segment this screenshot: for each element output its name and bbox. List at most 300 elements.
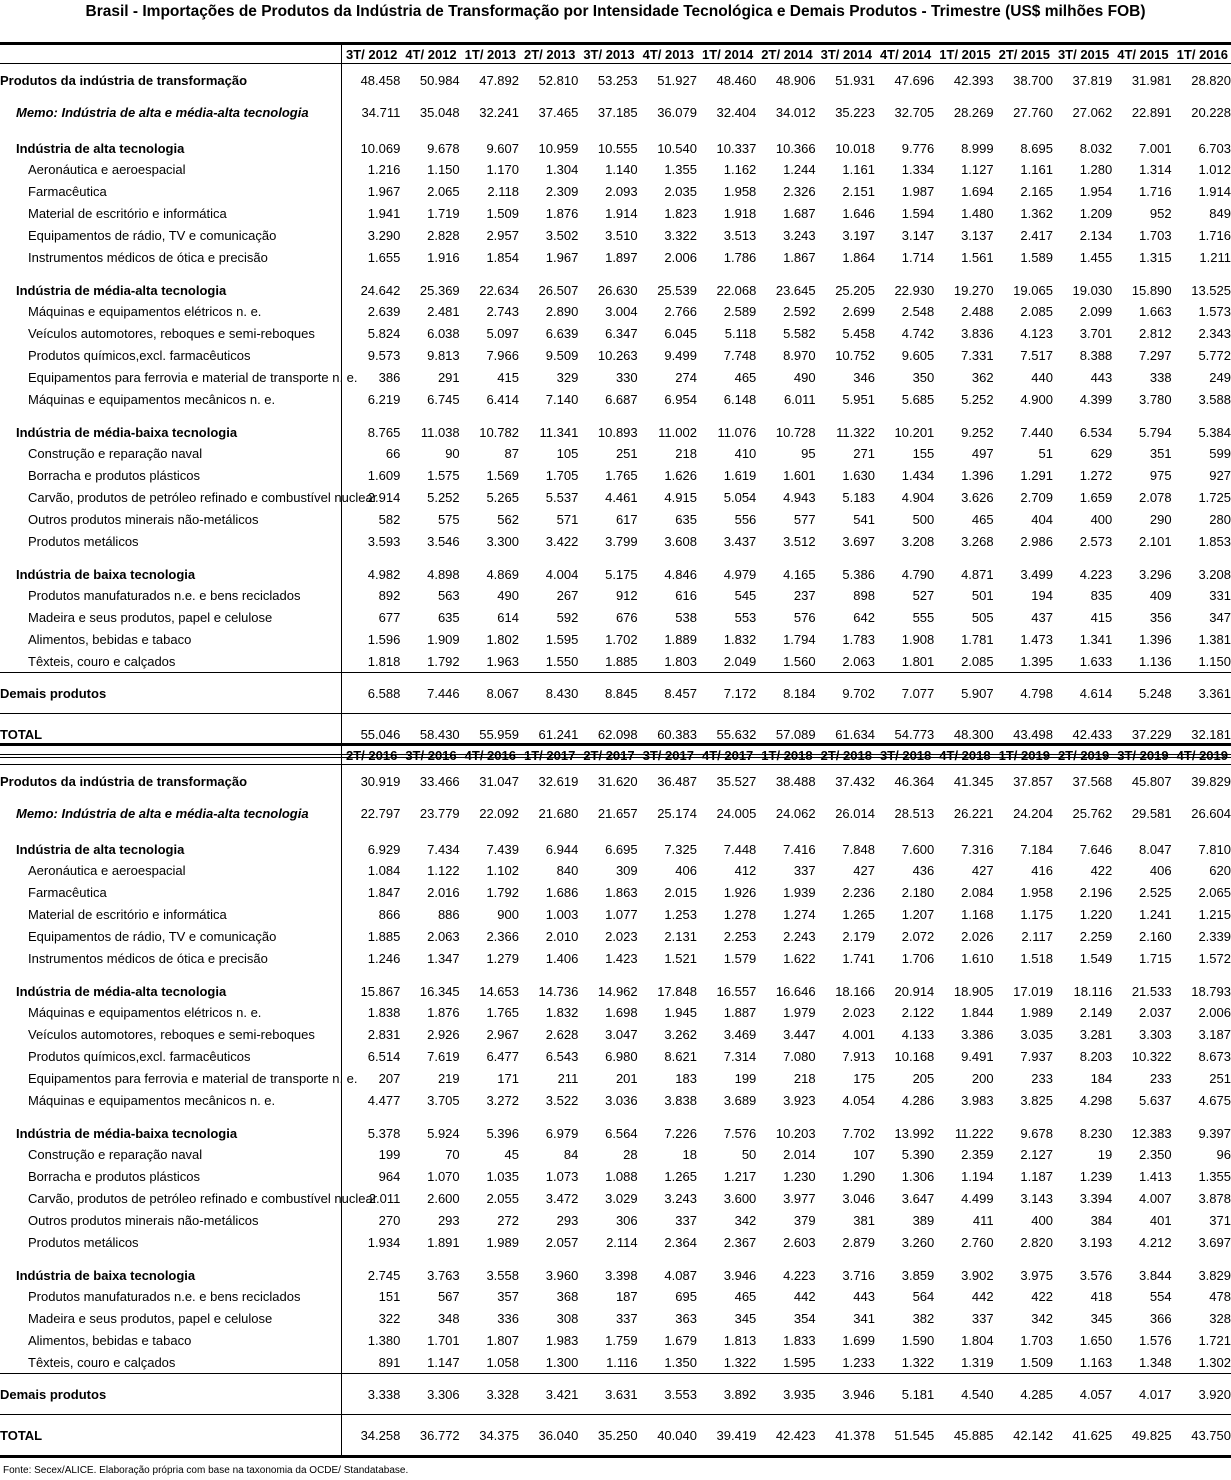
value-cell: 4.133 xyxy=(901,1026,935,1042)
value-cell: 211 xyxy=(557,1070,579,1086)
value-cell: 4.223 xyxy=(783,1268,816,1283)
value-cell: 363 xyxy=(675,1310,697,1326)
value-cell: 366 xyxy=(1149,1310,1172,1326)
value-cell: 505 xyxy=(971,609,994,625)
value-cell: 39.419 xyxy=(697,1415,756,1457)
value-cell: 1.406 xyxy=(545,950,579,966)
value-cell: 5.378 xyxy=(367,1126,401,1141)
value-cell: 1.679 xyxy=(664,1332,697,1348)
row-office-computing xyxy=(0,903,1231,925)
value-cell: 13.525 xyxy=(1191,283,1231,298)
value-cell: 1.272 xyxy=(1079,467,1113,483)
value-cell: 6.148 xyxy=(723,391,757,407)
value-cell: 5.386 xyxy=(842,567,875,582)
value-cell: 406 xyxy=(675,862,697,878)
value-cell: 1.035 xyxy=(486,1168,519,1184)
value-cell: 347 xyxy=(1209,609,1231,625)
value-cell: 1.170 xyxy=(486,161,519,177)
value-cell: 271 xyxy=(853,445,875,461)
value-cell: 18 xyxy=(682,1146,697,1162)
row-medium-low-tech xyxy=(0,410,1231,442)
row-textiles-leather-footwear xyxy=(0,650,1231,673)
value-cell: 3.036 xyxy=(605,1092,638,1108)
value-cell: 927 xyxy=(1209,467,1231,483)
value-cell: 17.019 xyxy=(1013,984,1053,999)
value-cell: 3.243 xyxy=(664,1190,697,1206)
value-cell: 4.614 xyxy=(1053,673,1112,714)
value-cell: 341 xyxy=(853,1310,875,1326)
value-cell: 2.488 xyxy=(961,303,994,319)
value-cell: 3.825 xyxy=(1020,1092,1053,1108)
value-cell: 3.306 xyxy=(400,1374,459,1415)
value-cell: 2.957 xyxy=(486,227,519,243)
value-cell: 84 xyxy=(563,1146,579,1162)
value-cell: 6.745 xyxy=(427,391,460,407)
period-header: 2T/ 2015 xyxy=(994,44,1053,64)
value-cell: 184 xyxy=(1090,1070,1113,1086)
value-cell: 422 xyxy=(1090,862,1113,878)
value-cell: 3.799 xyxy=(605,533,638,549)
value-cell: 1.807 xyxy=(486,1332,519,1348)
value-cell: 1.897 xyxy=(605,249,638,265)
value-cell: 5.582 xyxy=(783,325,816,341)
value-cell: 3.763 xyxy=(427,1268,460,1283)
value-cell: 28.513 xyxy=(894,805,935,821)
value-cell: 1.434 xyxy=(901,467,935,483)
value-cell: 1.150 xyxy=(1198,653,1231,669)
value-cell: 28 xyxy=(623,1146,638,1162)
value-cell: 2.122 xyxy=(901,1004,935,1020)
value-cell: 1.686 xyxy=(545,884,579,900)
value-cell: 886 xyxy=(437,906,460,922)
value-cell: 16.557 xyxy=(716,984,757,999)
period-header: 3T/ 2018 xyxy=(875,745,934,765)
value-cell: 19.030 xyxy=(1072,283,1113,298)
value-cell: 2.180 xyxy=(901,884,935,900)
period-header: 2T/ 2013 xyxy=(519,44,578,64)
row-label: Produtos metálicos xyxy=(0,530,341,552)
period-header: 3T/ 2019 xyxy=(1112,745,1171,765)
value-cell: 563 xyxy=(437,587,460,603)
value-cell: 6.588 xyxy=(341,673,400,714)
value-cell: 6.954 xyxy=(664,391,697,407)
value-cell: 1.703 xyxy=(1020,1332,1053,1348)
value-cell: 1.659 xyxy=(1079,489,1113,505)
value-cell: 1.396 xyxy=(1139,631,1172,647)
value-cell: 2.350 xyxy=(1139,1146,1172,1162)
value-cell: 2.026 xyxy=(961,928,994,944)
value-cell: 194 xyxy=(1031,587,1053,603)
value-cell: 47.892 xyxy=(479,72,519,88)
value-cell: 291 xyxy=(437,369,460,385)
value-cell: 4.790 xyxy=(901,567,935,582)
value-cell: 386 xyxy=(378,369,401,385)
value-cell: 4.499 xyxy=(961,1190,994,1206)
value-cell: 3.300 xyxy=(486,533,519,549)
value-cell: 7.913 xyxy=(842,1048,875,1064)
value-cell: 3.829 xyxy=(1198,1268,1231,1283)
row-label: Indústria de média-baixa tecnologia xyxy=(0,1111,341,1143)
value-cell: 576 xyxy=(793,609,816,625)
row-label: Produtos manufaturados n.e. e bens reciclados xyxy=(0,584,341,606)
value-cell: 1.246 xyxy=(367,950,401,966)
value-cell: 21.657 xyxy=(597,805,638,821)
value-cell: 4.087 xyxy=(664,1268,697,1283)
value-cell: 2.253 xyxy=(723,928,757,944)
value-cell: 2.085 xyxy=(1020,303,1053,319)
row-wood-paper xyxy=(0,1307,1231,1329)
value-cell: 43.750 xyxy=(1172,1415,1231,1457)
value-cell: 10.263 xyxy=(597,347,638,363)
value-cell: 3.137 xyxy=(961,227,994,243)
value-cell: 36.772 xyxy=(400,1415,459,1457)
value-cell: 1.088 xyxy=(605,1168,638,1184)
value-cell: 293 xyxy=(437,1212,460,1228)
value-cell: 2.367 xyxy=(723,1234,757,1250)
value-cell: 37.185 xyxy=(597,104,638,120)
value-cell: 575 xyxy=(437,511,460,527)
value-cell: 3.502 xyxy=(545,227,579,243)
value-cell: 219 xyxy=(437,1070,460,1086)
value-cell: 2.015 xyxy=(664,884,697,900)
value-cell: 11.076 xyxy=(717,425,757,440)
value-cell: 1.304 xyxy=(545,161,579,177)
row-food-beverages-tobacco xyxy=(0,1329,1231,1351)
value-cell: 1.003 xyxy=(545,906,579,922)
value-cell: 3.035 xyxy=(1020,1026,1053,1042)
row-label: Carvão, produtos de petróleo refinado e combustível nuclear xyxy=(0,486,341,508)
value-cell: 356 xyxy=(1149,609,1172,625)
value-cell: 1.663 xyxy=(1139,303,1172,319)
value-cell: 1.590 xyxy=(901,1332,935,1348)
value-cell: 2.812 xyxy=(1139,325,1172,341)
value-cell: 3.046 xyxy=(842,1190,875,1206)
value-cell: 1.918 xyxy=(723,205,757,221)
value-cell: 5.772 xyxy=(1198,347,1231,363)
value-cell: 336 xyxy=(497,1310,519,1326)
value-cell: 4.165 xyxy=(783,567,816,582)
value-cell: 8.230 xyxy=(1079,1126,1113,1141)
value-cell: 1.012 xyxy=(1198,161,1231,177)
value-cell: 55.046 xyxy=(341,714,400,757)
value-cell: 1.589 xyxy=(1020,249,1053,265)
row-low-tech xyxy=(0,552,1231,584)
value-cell: 338 xyxy=(1149,369,1172,385)
value-cell: 50.984 xyxy=(419,72,460,88)
value-cell: 415 xyxy=(1090,609,1113,625)
row-medium-high-tech xyxy=(0,268,1231,300)
value-cell: 1.163 xyxy=(1079,1354,1113,1370)
value-cell: 2.057 xyxy=(545,1234,579,1250)
value-cell: 1.322 xyxy=(723,1354,757,1370)
value-cell: 60.383 xyxy=(638,714,697,757)
value-cell: 3.394 xyxy=(1079,1190,1113,1206)
value-cell: 105 xyxy=(556,445,579,461)
value-cell: 1.792 xyxy=(486,884,519,900)
value-cell: 381 xyxy=(853,1212,875,1228)
value-cell: 10.959 xyxy=(538,141,579,156)
period-header: 1T/ 2013 xyxy=(460,44,519,64)
row-label: Indústria de média-alta tecnologia xyxy=(0,969,341,1001)
value-cell: 3.510 xyxy=(605,227,638,243)
value-cell: 205 xyxy=(912,1070,935,1086)
value-cell: 3.262 xyxy=(664,1026,697,1042)
value-cell: 1.705 xyxy=(545,467,579,483)
value-cell: 599 xyxy=(1209,445,1231,461)
value-cell: 13.992 xyxy=(894,1126,935,1141)
value-cell: 5.054 xyxy=(723,489,757,505)
value-cell: 36.079 xyxy=(657,104,697,120)
value-cell: 2.766 xyxy=(664,303,697,319)
value-cell: 1.622 xyxy=(783,950,816,966)
value-cell: 1.102 xyxy=(486,862,519,878)
period-header: 2T/ 2019 xyxy=(1053,745,1112,765)
header-blank-cell xyxy=(0,44,341,64)
row-rubber-plastics xyxy=(0,464,1231,486)
value-cell: 3.716 xyxy=(842,1268,875,1283)
value-cell: 199 xyxy=(734,1070,757,1086)
value-cell: 18.793 xyxy=(1191,984,1231,999)
value-cell: 4.123 xyxy=(1020,325,1053,341)
value-cell: 16.646 xyxy=(775,984,816,999)
row-label: Indústria de baixa tecnologia xyxy=(0,1253,341,1285)
value-cell: 541 xyxy=(853,511,875,527)
value-cell: 1.362 xyxy=(1020,205,1053,221)
value-cell: 465 xyxy=(734,369,757,385)
value-cell: 1.084 xyxy=(367,862,401,878)
value-cell: 22.797 xyxy=(360,805,401,821)
value-cell: 1.794 xyxy=(783,631,816,647)
row-office-computing xyxy=(0,202,1231,224)
value-cell: 1.916 xyxy=(427,249,460,265)
value-cell: 1.572 xyxy=(1198,950,1231,966)
value-cell: 10.366 xyxy=(775,141,816,156)
row-textiles-leather-footwear xyxy=(0,1351,1231,1374)
value-cell: 218 xyxy=(675,445,697,461)
period-header: 1T/ 2018 xyxy=(756,745,815,765)
value-cell: 4.017 xyxy=(1112,1374,1171,1415)
value-cell: 9.813 xyxy=(427,347,460,363)
value-cell: 5.181 xyxy=(875,1374,934,1415)
period-header: 3T/ 2014 xyxy=(816,44,875,64)
value-cell: 9.605 xyxy=(901,347,935,363)
value-cell: 2.035 xyxy=(664,183,697,199)
value-cell: 7.517 xyxy=(1020,347,1053,363)
value-cell: 10.752 xyxy=(835,347,875,363)
value-cell: 6.414 xyxy=(486,391,519,407)
value-cell: 3.290 xyxy=(367,227,401,243)
row-label: Produtos manufaturados n.e. e bens reciclados xyxy=(0,1285,341,1307)
value-cell: 1.290 xyxy=(842,1168,875,1184)
value-cell: 1.347 xyxy=(427,950,460,966)
value-cell: 7.439 xyxy=(486,842,519,857)
row-radio-tv-comm xyxy=(0,224,1231,246)
row-shipbuilding xyxy=(0,1143,1231,1165)
value-cell: 8.621 xyxy=(664,1048,697,1064)
value-cell: 18.166 xyxy=(835,984,875,999)
value-cell: 38.700 xyxy=(1013,72,1053,88)
value-cell: 2.926 xyxy=(427,1026,460,1042)
value-cell: 2.592 xyxy=(783,303,816,319)
value-cell: 1.230 xyxy=(783,1168,816,1184)
value-cell: 3.522 xyxy=(545,1092,579,1108)
value-cell: 1.314 xyxy=(1139,161,1172,177)
value-cell: 2.760 xyxy=(961,1234,994,1250)
value-cell: 3.422 xyxy=(545,533,579,549)
value-cell: 442 xyxy=(971,1288,994,1304)
value-cell: 3.303 xyxy=(1139,1026,1172,1042)
value-cell: 1.595 xyxy=(783,1354,816,1370)
value-cell: 1.725 xyxy=(1198,489,1231,505)
value-cell: 1.280 xyxy=(1079,161,1113,177)
value-cell: 1.341 xyxy=(1079,631,1113,647)
value-cell: 362 xyxy=(971,369,994,385)
value-cell: 24.204 xyxy=(1013,805,1053,821)
value-cell: 1.934 xyxy=(367,1234,401,1250)
value-cell: 1.853 xyxy=(1198,533,1231,549)
value-cell: 8.999 xyxy=(961,141,994,156)
value-cell: 3.920 xyxy=(1172,1374,1231,1415)
value-cell: 7.226 xyxy=(664,1126,697,1141)
value-cell: 201 xyxy=(615,1070,638,1086)
period-header: 4T/ 2015 xyxy=(1112,44,1171,64)
value-cell: 6.219 xyxy=(367,391,401,407)
value-cell: 3.193 xyxy=(1079,1234,1113,1250)
row-label: Equipamentos para ferrovia e material de transporte n. e. xyxy=(0,366,341,388)
value-cell: 2.820 xyxy=(1020,1234,1053,1250)
value-cell: 14.736 xyxy=(538,984,579,999)
value-cell: 556 xyxy=(734,511,757,527)
value-cell: 1.473 xyxy=(1020,631,1053,647)
value-cell: 2.149 xyxy=(1079,1004,1113,1020)
period-header: 1T/ 2015 xyxy=(934,44,993,64)
value-cell: 1.714 xyxy=(901,249,935,265)
value-cell: 175 xyxy=(853,1070,875,1086)
value-cell: 6.045 xyxy=(664,325,697,341)
value-cell: 1.348 xyxy=(1139,1354,1172,1370)
value-cell: 45.807 xyxy=(1131,773,1172,789)
value-cell: 306 xyxy=(615,1212,638,1228)
value-cell: 23.645 xyxy=(775,283,816,298)
row-aeronautics xyxy=(0,859,1231,881)
value-cell: 4.798 xyxy=(994,673,1053,714)
value-cell: 7.316 xyxy=(961,842,994,857)
value-cell: 272 xyxy=(497,1212,519,1228)
period-header: 3T/ 2017 xyxy=(638,745,697,765)
value-cell: 10.540 xyxy=(657,141,697,156)
value-cell: 2.085 xyxy=(961,653,994,669)
value-cell: 48.906 xyxy=(775,72,816,88)
value-cell: 1.889 xyxy=(664,631,697,647)
value-cell: 1.719 xyxy=(427,205,460,221)
row-coke-petroleum xyxy=(0,486,1231,508)
value-cell: 345 xyxy=(1090,1310,1113,1326)
row-manufacturing-total xyxy=(0,64,1231,97)
row-chemicals xyxy=(0,344,1231,366)
value-cell: 35.048 xyxy=(419,104,460,120)
value-cell: 30.919 xyxy=(360,773,401,789)
value-cell: 1.706 xyxy=(901,950,935,966)
value-cell: 1.220 xyxy=(1079,906,1113,922)
value-cell: 337 xyxy=(793,862,816,878)
value-cell: 42.433 xyxy=(1053,714,1112,757)
value-cell: 1.701 xyxy=(427,1332,460,1348)
value-cell: 2.117 xyxy=(1021,928,1053,944)
value-cell: 2.055 xyxy=(486,1190,519,1206)
value-cell: 8.970 xyxy=(783,347,816,363)
value-cell: 9.573 xyxy=(367,347,401,363)
value-cell: 2.065 xyxy=(427,183,460,199)
value-cell: 3.647 xyxy=(901,1190,935,1206)
value-cell: 2.151 xyxy=(842,183,875,199)
value-cell: 1.783 xyxy=(842,631,875,647)
value-cell: 1.979 xyxy=(783,1004,816,1020)
value-cell: 26.014 xyxy=(835,805,875,821)
value-cell: 5.924 xyxy=(427,1126,460,1141)
value-cell: 207 xyxy=(378,1070,401,1086)
value-cell: 15.890 xyxy=(1131,283,1172,298)
value-cell: 3.701 xyxy=(1079,325,1113,341)
row-label: Material de escritório e informática xyxy=(0,202,341,224)
value-cell: 382 xyxy=(912,1310,935,1326)
value-cell: 2.890 xyxy=(545,303,579,319)
row-label: Memo: Indústria de alta e média-alta tecnologia xyxy=(0,797,341,829)
value-cell: 1.518 xyxy=(1020,950,1053,966)
value-cell: 11.038 xyxy=(420,425,460,440)
value-cell: 7.325 xyxy=(664,842,697,857)
value-cell: 1.646 xyxy=(842,205,875,221)
value-cell: 1.265 xyxy=(664,1168,697,1184)
value-cell: 1.127 xyxy=(961,161,994,177)
source-note: Fonte: Secex/ALICE. Elaboração própria com base na taxonomia da OCDE/ Standatabase. xyxy=(3,1465,409,1476)
value-cell: 5.248 xyxy=(1112,673,1171,714)
value-cell: 1.914 xyxy=(605,205,638,221)
value-cell: 8.067 xyxy=(460,673,519,714)
value-cell: 1.549 xyxy=(1079,950,1113,966)
value-cell: 54.773 xyxy=(875,714,934,757)
value-cell: 1.650 xyxy=(1079,1332,1113,1348)
value-cell: 1.122 xyxy=(427,862,460,878)
value-cell: 4.298 xyxy=(1079,1092,1113,1108)
value-cell: 1.804 xyxy=(961,1332,994,1348)
value-cell: 7.314 xyxy=(723,1048,757,1064)
value-cell: 20.914 xyxy=(894,984,935,999)
value-cell: 3.608 xyxy=(664,533,697,549)
value-cell: 7.446 xyxy=(400,673,459,714)
value-cell: 400 xyxy=(1031,1212,1053,1228)
value-cell: 3.281 xyxy=(1079,1026,1113,1042)
value-cell: 1.306 xyxy=(901,1168,935,1184)
row-motor-vehicles xyxy=(0,322,1231,344)
value-cell: 1.521 xyxy=(664,950,697,966)
row-label: Equipamentos para ferrovia e material de transporte n. e. xyxy=(0,1067,341,1089)
value-cell: 1.813 xyxy=(723,1332,757,1348)
row-label: Farmacêutica xyxy=(0,180,341,202)
value-cell: 49.825 xyxy=(1112,1415,1171,1457)
value-cell: 406 xyxy=(1149,862,1172,878)
value-cell: 1.802 xyxy=(486,631,519,647)
value-cell: 1.914 xyxy=(1198,183,1231,199)
value-cell: 1.175 xyxy=(1020,906,1053,922)
value-cell: 1.715 xyxy=(1139,950,1172,966)
value-cell: 2.131 xyxy=(664,928,697,944)
value-cell: 1.579 xyxy=(723,950,757,966)
value-cell: 7.937 xyxy=(1020,1048,1053,1064)
value-cell: 1.291 xyxy=(1020,467,1053,483)
value-cell: 3.472 xyxy=(545,1190,579,1206)
value-cell: 274 xyxy=(675,369,697,385)
value-cell: 10.893 xyxy=(597,425,638,440)
